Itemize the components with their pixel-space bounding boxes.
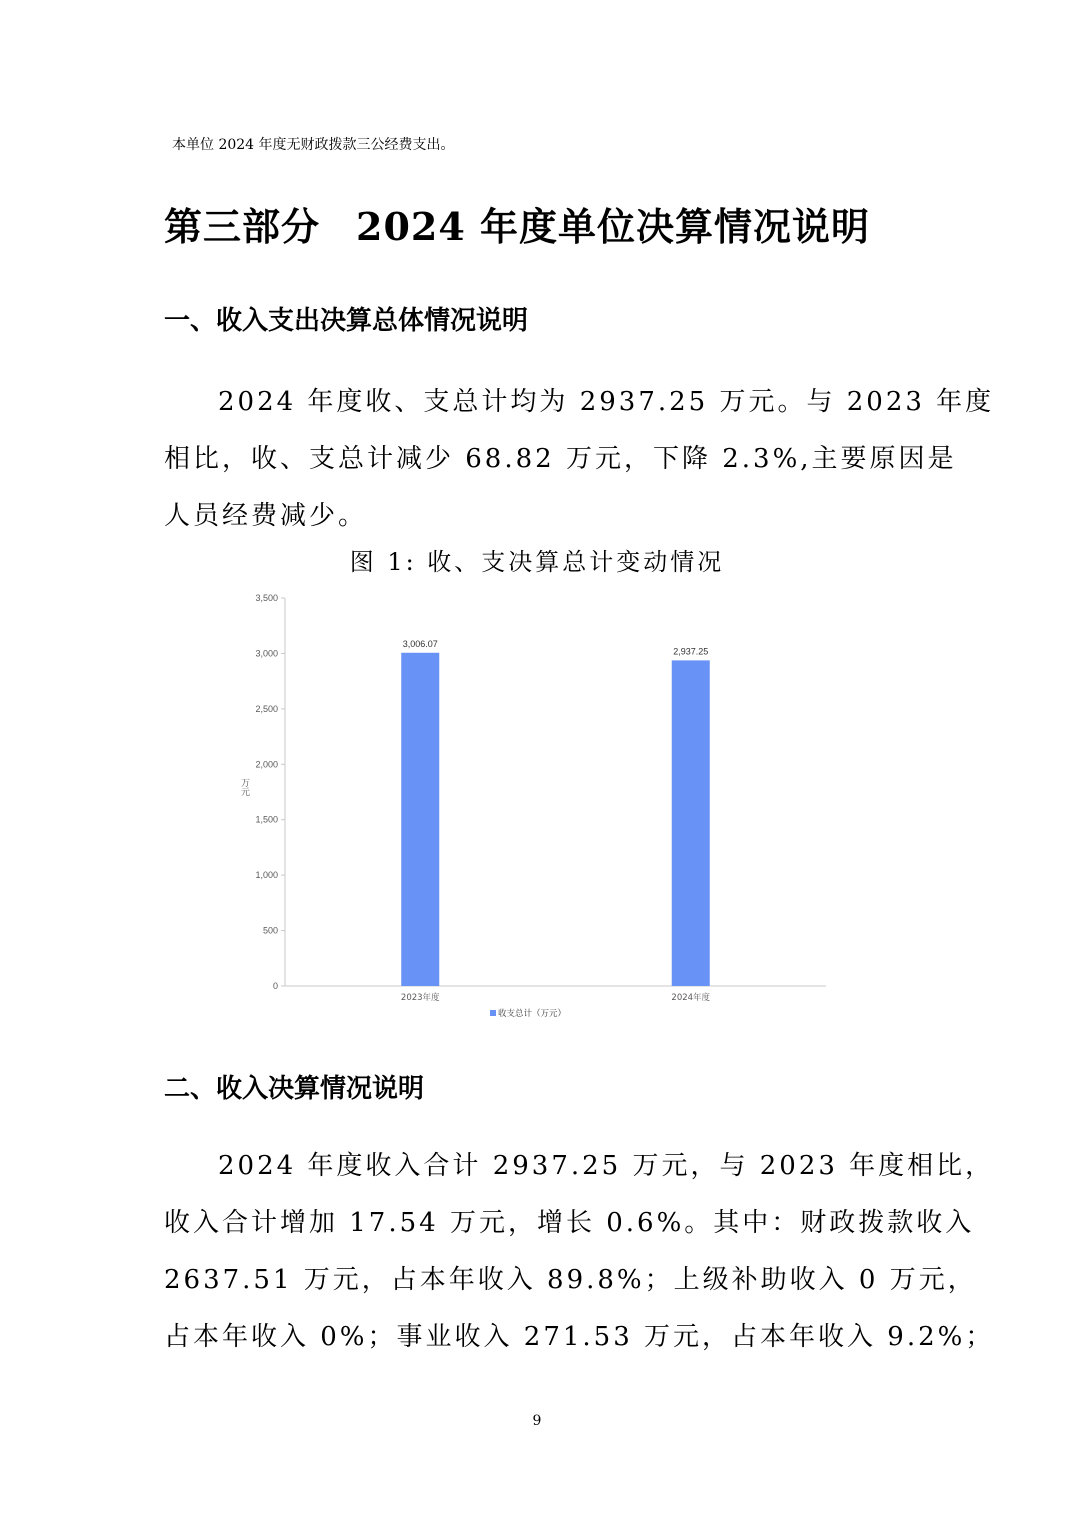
y-tick-label: 1,000 xyxy=(255,870,278,881)
paragraph-line: 人员经费减少。 xyxy=(164,501,368,531)
legend-label: 收支总计（万元） xyxy=(498,1009,567,1019)
bar-chart xyxy=(220,582,840,1032)
y-tick-label: 1,500 xyxy=(255,814,278,825)
part-title-label: 第三部分 xyxy=(164,204,321,249)
section-1-paragraph xyxy=(164,374,995,545)
figure-caption: 图 1: 收、支决算总计变动情况 xyxy=(349,548,725,576)
y-tick-label: 500 xyxy=(262,925,278,936)
x-tick-label: 2024年度 xyxy=(671,993,711,1003)
paragraph-line: 2637.51 万元，占本年收入 89.8%；上级补助收入 0 万元， xyxy=(164,1265,977,1295)
paragraph-line: 占本年收入 0%；事业收入 271.53 万元，占本年收入 9.2%； xyxy=(164,1322,995,1352)
chart-svg xyxy=(220,582,840,1032)
paragraph-line: 收入合计增加 17.54 万元，增长 0.6%。其中：财政拨款收入 xyxy=(164,1208,975,1238)
y-axis-label: 万元 xyxy=(239,778,249,796)
section-1-heading: 一、收入支出决算总体情况说明 xyxy=(164,306,529,336)
data-label: 3,006.07 xyxy=(402,638,438,649)
section-2-paragraph xyxy=(164,1138,995,1366)
part-title xyxy=(164,196,870,251)
part-title-text: 2024 年度单位决算情况说明 xyxy=(356,204,871,249)
y-tick-label: 2,000 xyxy=(255,759,278,770)
y-tick-label: 0 xyxy=(272,981,278,991)
paragraph-line: 2024 年度收入合计 2937.25 万元，与 2023 年度相比， xyxy=(218,1151,995,1181)
note-text: 本单位 2024 年度无财政拨款三公经费支出。 xyxy=(172,137,455,153)
data-label: 2,937.25 xyxy=(673,646,709,657)
bar xyxy=(672,660,710,986)
paragraph-line: 2024 年度收、支总计均为 2937.25 万元。与 2023 年度 xyxy=(218,387,995,417)
x-tick-label: 2023年度 xyxy=(400,993,440,1003)
legend-swatch xyxy=(490,1010,496,1016)
y-tick-label: 2,500 xyxy=(255,703,278,714)
page-number: 9 xyxy=(532,1413,542,1429)
y-tick-label: 3,500 xyxy=(255,593,278,603)
section-2-heading: 二、收入决算情况说明 xyxy=(164,1074,425,1104)
bar xyxy=(401,653,439,986)
paragraph-line: 相比，收、支总计减少 68.82 万元，下降 2.3%,主要原因是 xyxy=(164,444,957,474)
y-tick-label: 3,000 xyxy=(255,648,278,659)
